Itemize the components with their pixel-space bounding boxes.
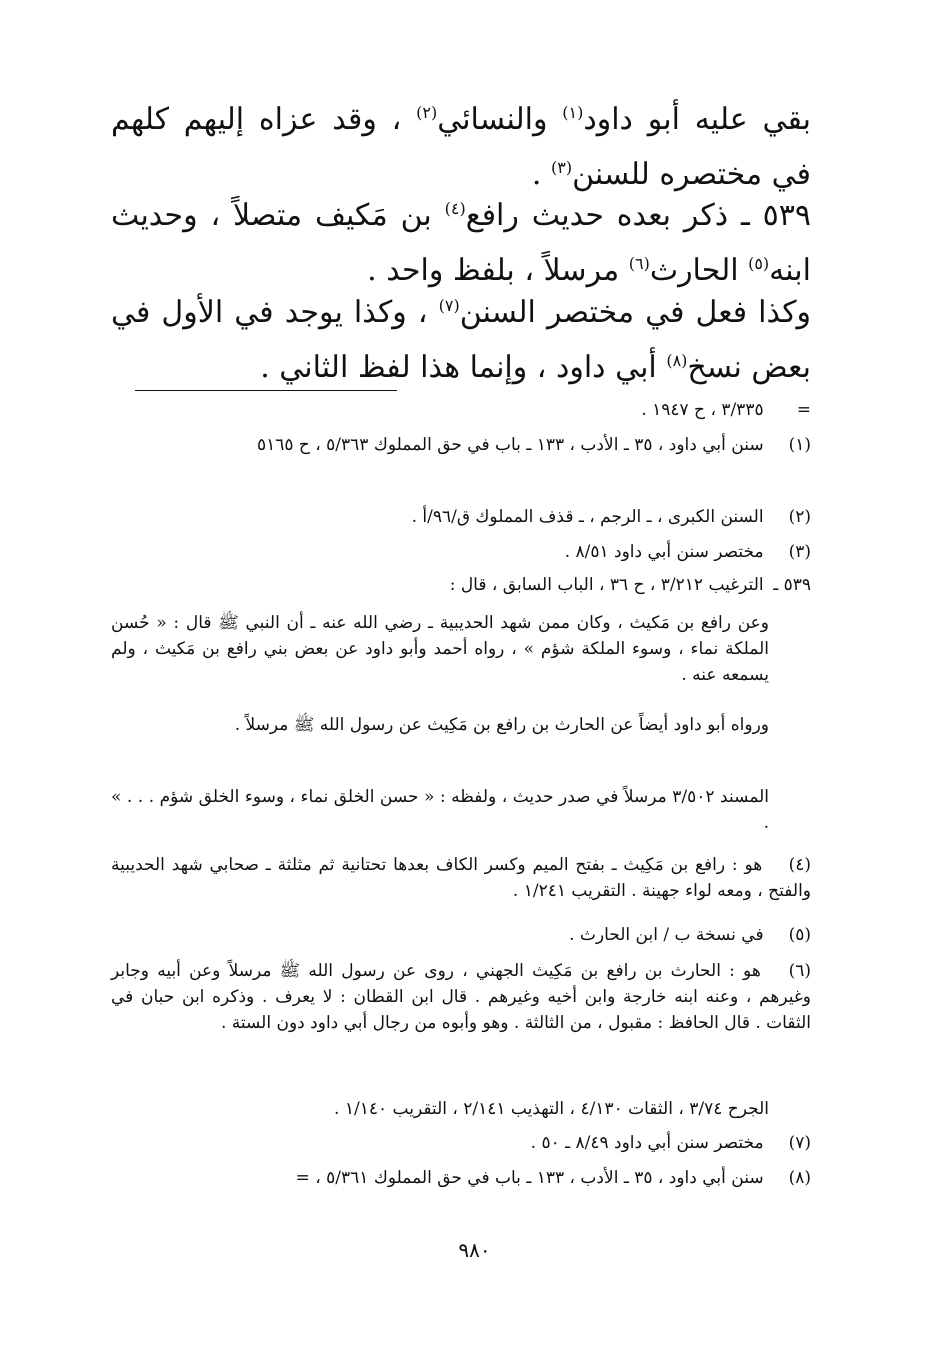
footnote-separator xyxy=(135,390,397,391)
footnote-8: (٨) سنن أبي داود ، ٣٥ ـ الأدب ، ١٣٣ ـ باب في حق المملوك ٥/٣٦١ ، = xyxy=(295,1168,811,1188)
footnote-6-refs: الجرح ٣/٧٤ ، الثقات ٤/١٣٠ ، التهذيب ٢/١٤١ ، التقريب ١/١٤٠ . xyxy=(334,1099,769,1119)
main-paragraph-1: بقي عليه أبو داود$^{(١)}$ والنسائي$^{(٢)}$ ، وقد عزاه إليهم كلهم في مختصره للسنن$^{(٣)}$ . xyxy=(111,102,811,192)
footnote-6: (٦) هو : الحارث بن رافع بن مَكِيث الجهني ، روى عن رسول الله ﷺ مرسلاً وعن أبيه وجابر وغيرهم ، وعنه ابنه خارجة وابن أخيه وغيرهم . قال ابن القطان : لا يعرف . وذكره ابن حبان في الثقات . قال الحافظ : مقبول ، من الثالثة . وهو وأبوه من رجال أبي داود دون الستة . xyxy=(111,961,811,1033)
footnote-539-quote: وعن رافع بن مَكيث ، وكان ممن شهد الحديبية ـ رضي الله عنه ـ أن النبي ﷺ قال : « حُسن الملكة نماء ، وسوء الملكة شؤم » ، رواه أحمد وأبو داود عن بعض بني رافع بن مَكيث ، ولم يسمعه عنه . xyxy=(111,613,769,685)
main-paragraph-2: ٥٣٩ ـ ذكر بعده حديث رافع$^{(٤)}$ بن مَكيف متصلاً ، وحديث ابنه$^{(٥)}$ الحارث$^{(٦)}$ مرسلاً ، بلفظ واحد . xyxy=(111,198,812,288)
footnote-3: (٣) مختصر سنن أبي داود ٨/٥١ . xyxy=(564,542,811,562)
footnote-4: (٤) هو : رافع بن مَكِيث ـ بفتح الميم وكسر الكاف بعدها تحتانية ثم مثلثة ـ صحابي شهد الحديبية والفتح ، ومعه لواء جهينة . التقريب ١/٢٤١ . xyxy=(111,855,812,901)
footnote-continuation: = ٣/٣٣٥ ، ح ١٩٤٧ . xyxy=(641,400,811,420)
footnote-539-musnad: المسند ٣/٥٠٢ مرسلاً في صدر حديث ، ولفظه : « حسن الخلق نماء ، وسوء الخلق شؤم . . . » . xyxy=(111,787,769,833)
page-number: ٩٨٠ xyxy=(458,1238,491,1262)
footnote-2: (٢) السنن الكبرى ، ـ الرجم ، ـ قذف المملوك ق/٩٦/أ . xyxy=(411,507,811,527)
footnote-1: (١) سنن أبي داود ، ٣٥ ـ الأدب ، ١٣٣ ـ باب في حق المملوك ٥/٣٦٣ ، ح ٥١٦٥ xyxy=(256,435,811,455)
footnote-539-narration: ورواه أبو داود أيضاً عن الحارث بن رافع بن مَكِيث عن رسول الله ﷺ مرسلاً . xyxy=(234,715,769,735)
footnote-7: (٧) مختصر سنن أبي داود ٨/٤٩ ـ ٥٠ . xyxy=(530,1133,811,1153)
footnote-539: ٥٣٩ ـ الترغيب ٣/٢١٢ ، ح ٣٦ ، الباب السابق ، قال : xyxy=(449,575,811,595)
footnote-5: (٥) في نسخة ب / ابن الحارث . xyxy=(569,925,811,945)
main-paragraph-3: وكذا فعل في مختصر السنن$^{(٧)}$ ، وكذا يوجد في الأول في بعض نسخ$^{(٨)}$ أبي داود ، وإنما هذا لفظ الثاني . xyxy=(111,295,812,385)
